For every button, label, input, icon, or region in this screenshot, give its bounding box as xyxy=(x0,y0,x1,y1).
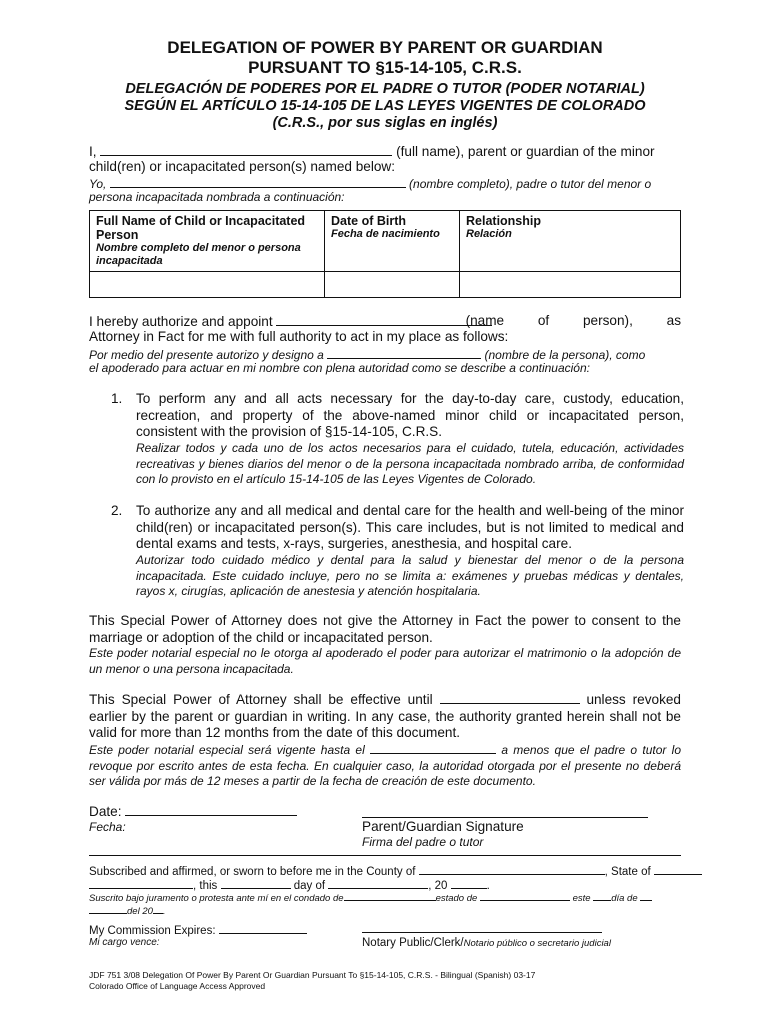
notary-label-es: Notario público o secretario judicial xyxy=(463,938,611,949)
vigente-hasta-field[interactable] xyxy=(370,741,496,754)
notary-this: , this xyxy=(193,880,218,892)
notary-es-line-2 xyxy=(89,904,166,918)
cell-date-of-birth[interactable] xyxy=(325,272,460,298)
state-field[interactable] xyxy=(654,864,702,875)
ano-field[interactable] xyxy=(153,904,163,914)
header-full-name-es: Nombre completo del menor o persona incapacitada xyxy=(96,242,301,267)
item-text-es: Realizar todos y cada uno de los actos necesarios para el cuidado, tutela, educación, actividades recreativas y bienes diarios del menor o de la persona incapacitada nombrado arriba, de conformidad con lo provisto en el artículo 15-14-105 de las Leyes Vigentes de Colorado. xyxy=(136,441,684,486)
attorney-name-field[interactable] xyxy=(276,313,492,326)
cell-child-name[interactable] xyxy=(90,272,325,298)
effective-text-es xyxy=(89,741,681,790)
appoint-line-2: Attorney in Fact for me with full authority to act in my place as follows: xyxy=(89,329,509,344)
notary-line-1 xyxy=(89,864,681,879)
header-relationship xyxy=(460,211,681,272)
county-field[interactable] xyxy=(419,864,605,875)
notary-es-b: estado de xyxy=(435,893,478,904)
appoint-es-line-2: el apoderado para actuar en mi nombre con plena autoridad como se describe a continuación: xyxy=(89,361,590,375)
item-number: 1. xyxy=(111,391,123,406)
nombre-completo-field[interactable] xyxy=(110,175,406,188)
notary-signature-field[interactable] xyxy=(362,924,602,933)
notary-es-c: este xyxy=(572,893,591,904)
date-field[interactable] xyxy=(125,803,297,816)
title-es-line-3: (C.R.S., por sus siglas en inglés) xyxy=(272,115,498,131)
condado-field[interactable] xyxy=(344,891,436,901)
header-dob-es: Fecha de nacimiento xyxy=(331,228,440,240)
full-name-field[interactable] xyxy=(100,143,392,156)
appoint-suffix: (name of person), as xyxy=(465,313,681,328)
notary-year: , 20 xyxy=(428,880,448,892)
appoint-es-prefix: Por medio del presente autorizo y designo a xyxy=(89,348,324,362)
year-field[interactable] xyxy=(451,878,487,889)
notary-es-line-1 xyxy=(89,891,652,905)
title-line-1: DELEGATION OF POWER BY PARENT OR GUARDIAN xyxy=(167,38,603,57)
header-dob-en: Date of Birth xyxy=(331,214,406,228)
header-full-name-en: Full Name of Child or Incapacitated Person xyxy=(96,214,306,242)
cell-relationship[interactable] xyxy=(460,272,681,298)
signature-label-es: Firma del padre o tutor xyxy=(362,835,484,849)
item-text-en: To perform any and all acts necessary for the day-to-day care, custody, education, recreation, and property of the above-named minor child or incapacitated person, consistent with the provision of §15-14-105, C.R.S. xyxy=(136,391,684,439)
item-number: 2. xyxy=(111,503,123,518)
table-row xyxy=(90,272,681,298)
header-relationship-es: Relación xyxy=(466,228,512,240)
estado-field[interactable] xyxy=(480,891,570,901)
intro-prefix: I, xyxy=(89,144,97,159)
intro-suffix: (full name), parent or guardian of the minor xyxy=(396,144,655,159)
notary-es-a: Suscrito bajo juramento o protesta ante mí en el condado de xyxy=(89,893,344,904)
header-date-of-birth xyxy=(325,211,460,272)
notary-divider xyxy=(89,855,681,856)
notary-label-line xyxy=(362,936,611,951)
state-name-field[interactable] xyxy=(89,878,193,889)
special-poa-text: This Special Power of Attorney does not give the Attorney in Fact the power to consent to the marriage or adoption of the child or incapacitated person. xyxy=(89,613,681,645)
effective-es-prefix: Este poder notarial especial será vigente hasta el xyxy=(89,743,365,757)
effective-text xyxy=(89,691,681,742)
children-table xyxy=(89,210,681,298)
effective-prefix: This Special Power of Attorney shall be effective until xyxy=(89,692,433,707)
footer-form-id: JDF 751 3/08 Delegation Of Power By Parent Or Guardian Pursuant To §15-14-105, C.R.S. - Bilingual (Spanish) 03-17 xyxy=(89,970,536,980)
appoint-es-suffix: (nombre de la persona), como xyxy=(484,348,646,362)
effective-es-suffix: a menos que el padre o tutor lo xyxy=(501,743,681,757)
signature-field[interactable] xyxy=(362,805,648,818)
commission-expires-field[interactable] xyxy=(219,923,307,934)
title-es-line-2: SEGÚN EL ARTÍCULO 15-14-105 DE LAS LEYES VIGENTES DE COLORADO xyxy=(124,98,646,114)
notary-label: Notary Public/Clerk/ xyxy=(362,937,464,949)
footer-approval: Colorado Office of Language Access Approved xyxy=(89,981,266,991)
header-full-name xyxy=(90,211,325,272)
header-relationship-en: Relationship xyxy=(466,214,542,228)
intro-line xyxy=(89,143,655,160)
item-text-es: Autorizar todo cuidado médico y dental para la salud y bienestar del menor o de la persona incapacitada. Este cuidado incluye, pero no se limita a: exámenes y pruebas médicas y dentales, rayos x, cirugías, aplicación de anestesia y atención hospitalaria. xyxy=(136,553,684,598)
signature-label: Parent/Guardian Signature xyxy=(362,819,524,834)
intro-es-suffix: (nombre completo), padre o tutor del menor o xyxy=(409,177,652,191)
effective-rest: earlier by the parent or guardian in writing. In any case, the authority granted herein shall not be valid for more than 12 months from the date of this document. xyxy=(89,708,681,740)
month-field[interactable] xyxy=(328,878,428,889)
special-poa-text-es: Este poder notarial especial no le otorga al apoderado el poder para autorizar el matrimonio o la adopción de un menor o una persona incapacitada. xyxy=(89,646,681,676)
date-label-es: Fecha: xyxy=(89,820,126,834)
commission-label: My Commission Expires: xyxy=(89,925,216,937)
effective-suffix: unless revoked xyxy=(586,692,681,707)
mes-field[interactable] xyxy=(640,891,652,901)
title-es-line-1: DELEGACIÓN DE PODERES POR EL PADRE O TUTOR (PODER NOTARIAL) xyxy=(125,81,645,97)
day-field[interactable] xyxy=(221,878,291,889)
table-header-row xyxy=(90,211,681,272)
intro-es-prefix: Yo, xyxy=(89,177,107,191)
date-line xyxy=(89,803,297,820)
item-text-en: To authorize any and all medical and dental care for the health and well-being of the minor child(ren) or incapacitated person(s). This care includes, but is not limited to medical and dental exams and tests, x-rays, surgeries, anesthesia, and hospital care. xyxy=(136,503,684,551)
notary-line-1-prefix: Subscribed and affirmed, or sworn to before me in the County of xyxy=(89,866,416,878)
intro-line-2: child(ren) or incapacitated person(s) named below: xyxy=(89,159,396,174)
commission-label-es: Mi cargo vence: xyxy=(89,937,160,948)
date-label: Date: xyxy=(89,804,122,819)
dia-field[interactable] xyxy=(593,891,611,901)
notary-es-end: . xyxy=(162,906,166,917)
notary-es-d: día de xyxy=(611,893,638,904)
intro-es-line-2: persona incapacitada nombrada a continuación: xyxy=(89,190,345,204)
mes-name-field[interactable] xyxy=(89,904,127,914)
notary-period: . xyxy=(486,880,490,892)
effective-until-field[interactable] xyxy=(440,691,580,704)
notary-es-del: del 20 xyxy=(127,906,153,917)
title-line-2: PURSUANT TO §15-14-105, C.R.S. xyxy=(248,58,522,77)
nombre-persona-field[interactable] xyxy=(327,346,481,359)
notary-line-1-suffix: , State of xyxy=(604,866,651,878)
appoint-line xyxy=(89,313,681,330)
notary-day-of: day of xyxy=(293,880,326,892)
commission-line xyxy=(89,923,307,938)
effective-es-rest: revoque por escrito antes de esta fecha. En cualquier caso, la autoridad otorgada por el presente no deberá ser válida por más de 12 meses a partir de la fecha de creación de este documento. xyxy=(89,758,681,788)
appoint-prefix: I hereby authorize and appoint xyxy=(89,314,273,329)
